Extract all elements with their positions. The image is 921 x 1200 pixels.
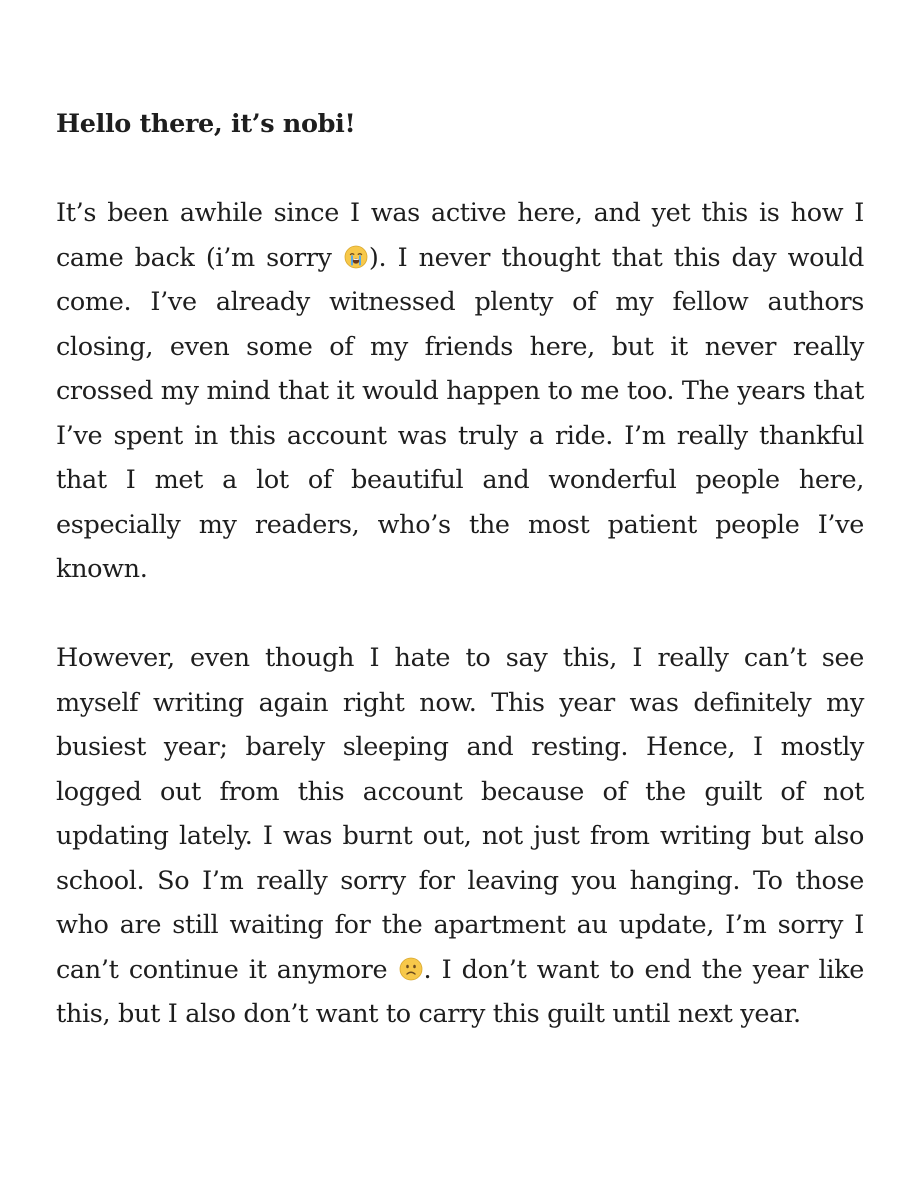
paragraph-intro [56, 191, 864, 592]
letter-body [56, 102, 864, 1081]
slightly-frowning-face-icon [399, 957, 423, 981]
paragraph-intro-text-b: ). I never thought that this day would come. I’ve already witnessed plenty of my fellow authors closing, even some of my friends here, but it never really crossed my mind that it would happen to me too. The years that I’ve spent in this account was truly a ride. I’m really thankful that I met a lot of beautiful and wonderful people here, especially my readers, who’s the most patient people I’ve known. [56, 242, 864, 584]
paragraph-intro-text-a: It’s been awhile since I was active here, and yet this is how I came back (i’m sorry [56, 198, 864, 273]
paragraph-farewell-text-b: . I don’t want to end the year like this, but I also don’t want to carry this guilt until next year. [56, 954, 864, 1029]
paragraph-farewell-text-a: However, even though I hate to say this, I really can’t see myself writing again right now. This year was definitely my busiest year; barely sleeping and resting. Hence, I mostly logged out from this account because of the guilt of not updating lately. I was burnt out, not just from writing but also school. So I’m really sorry for leaving you hanging. To those who are still waiting for the apartment au update, I’m sorry I can’t continue it anymore [56, 643, 864, 985]
greeting-heading: Hello there, it’s nobi! [56, 109, 356, 139]
loudly-crying-face-icon [344, 245, 368, 269]
paragraph-farewell [56, 636, 864, 1037]
